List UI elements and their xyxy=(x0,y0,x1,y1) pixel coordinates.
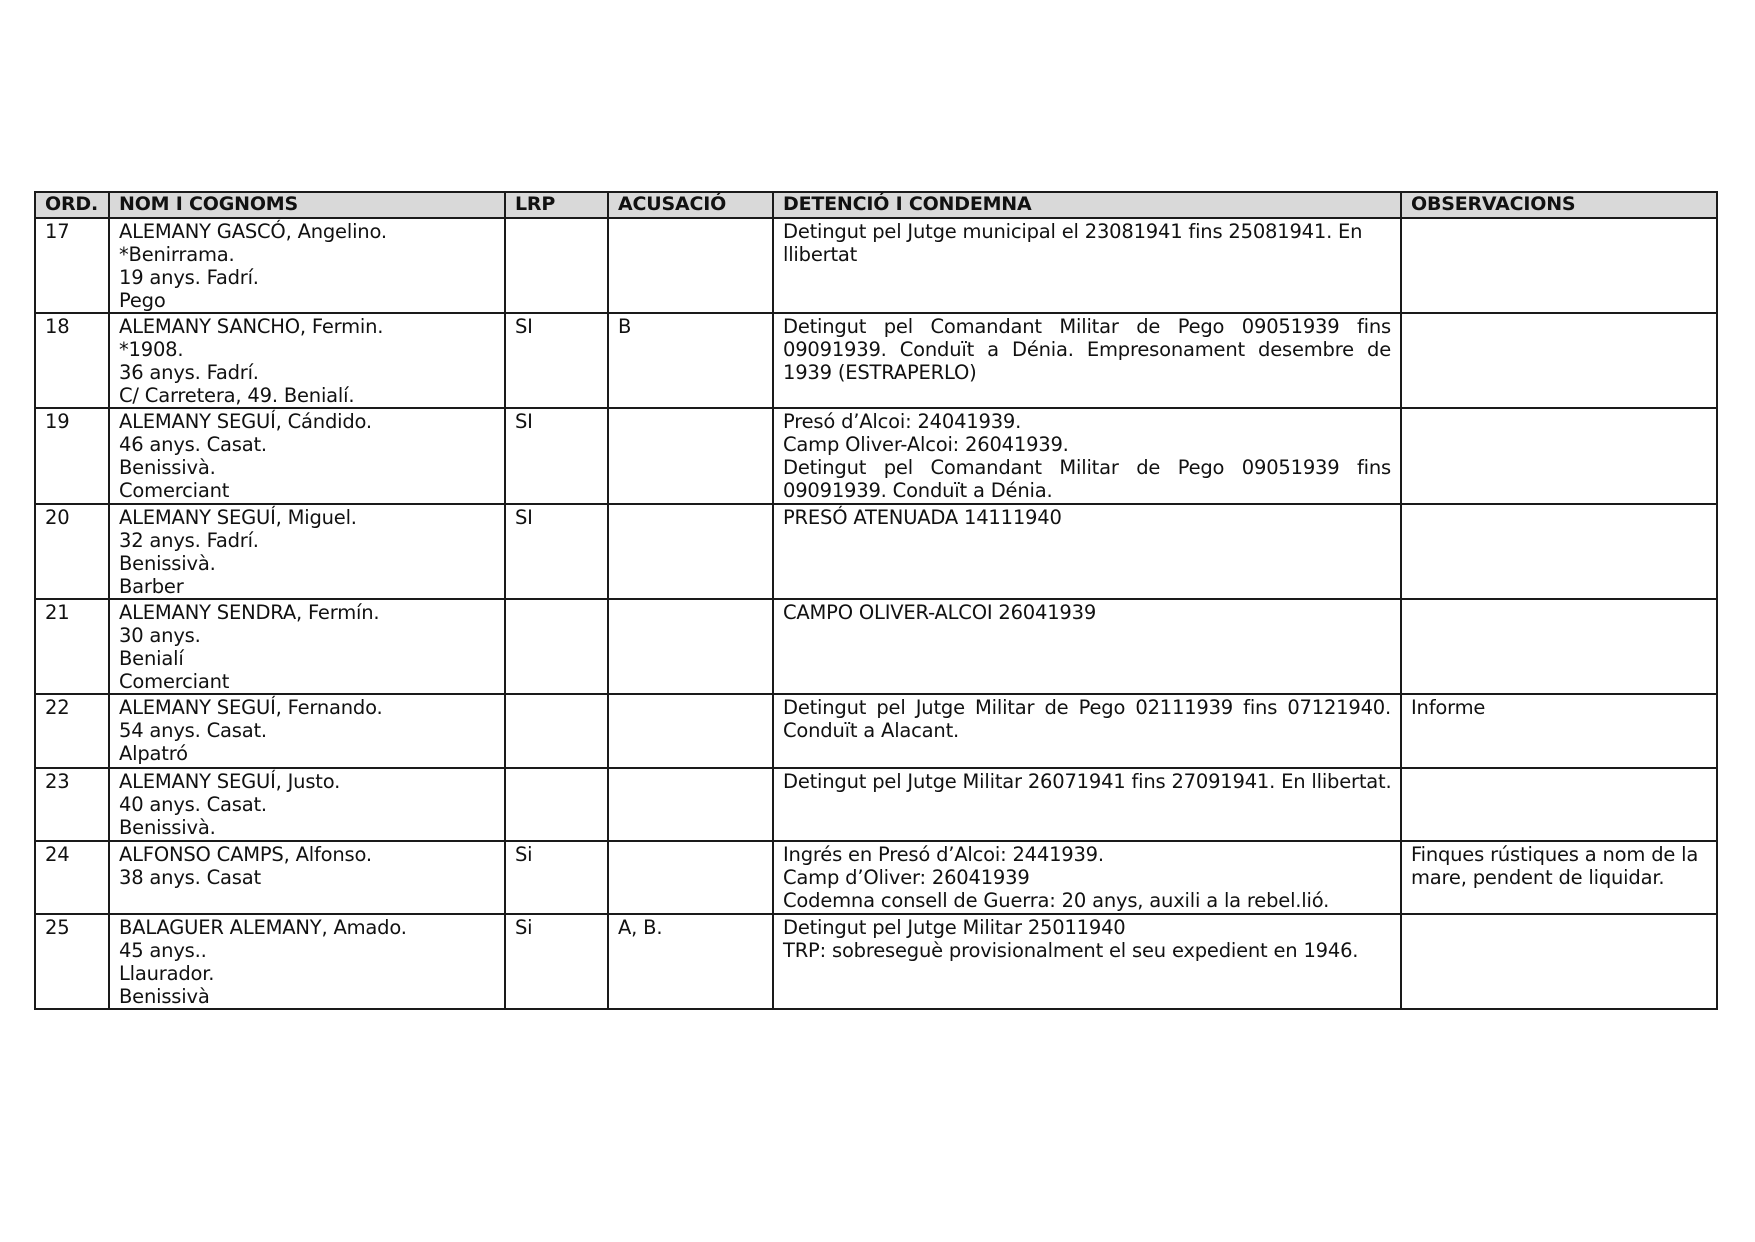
nom-line: 40 anys. Casat. xyxy=(119,793,267,816)
nom-line: ALEMANY SENDRA, Fermín. xyxy=(119,601,380,624)
table-row xyxy=(35,768,1717,841)
cell-detencio xyxy=(773,694,1401,768)
cell-lrp: SI xyxy=(505,408,608,504)
cell-nom xyxy=(109,694,505,768)
detencio-line: Detingut pel Jutge Militar de Pego 02111939 fins 07121940. Conduït a Alacant. xyxy=(783,696,1391,742)
table-row xyxy=(35,694,1717,768)
nom-line: Barber xyxy=(119,575,184,598)
cell-detencio xyxy=(773,841,1401,914)
nom-line: *Benirrama. xyxy=(119,243,235,266)
nom-line: Pego xyxy=(119,289,166,312)
cell-observacions xyxy=(1401,504,1717,599)
cell-nom xyxy=(109,914,505,1009)
header-lrp: LRP xyxy=(505,192,608,218)
nom-line: Alpatró xyxy=(119,742,188,765)
nom-line: ALEMANY SEGUÍ, Miguel. xyxy=(119,506,357,529)
nom-line: ALFONSO CAMPS, Alfonso. xyxy=(119,843,372,866)
cell-lrp xyxy=(505,218,608,313)
cell-lrp: SI xyxy=(505,504,608,599)
nom-line: ALEMANY SEGUÍ, Justo. xyxy=(119,770,341,793)
detencio-line: Codemna consell de Guerra: 20 anys, auxili a la rebel.lió. xyxy=(783,889,1330,912)
cell-acusacio xyxy=(608,694,773,768)
cell-ord: 23 xyxy=(35,768,109,841)
cell-detencio xyxy=(773,313,1401,408)
nom-line: 19 anys. Fadrí. xyxy=(119,266,259,289)
nom-line: 38 anys. Casat xyxy=(119,866,261,889)
nom-line: 36 anys. Fadrí. xyxy=(119,361,259,384)
nom-line: Benissivà. xyxy=(119,816,216,839)
cell-ord: 22 xyxy=(35,694,109,768)
header-row xyxy=(35,192,1717,218)
nom-line: Benissivà. xyxy=(119,456,216,479)
cell-nom xyxy=(109,313,505,408)
cell-ord: 24 xyxy=(35,841,109,914)
detencio-line: Detingut pel Comandant Militar de Pego 09051939 fins 09091939. Conduït a Dénia. xyxy=(783,456,1391,502)
detencio-line: TRP: sobreseguè provisionalment el seu expedient en 1946. xyxy=(783,939,1359,962)
nom-line: Benialí xyxy=(119,647,184,670)
cell-nom xyxy=(109,218,505,313)
cell-observacions xyxy=(1401,218,1717,313)
cell-nom xyxy=(109,504,505,599)
header-detencio: DETENCIÓ I CONDEMNA xyxy=(773,192,1401,218)
nom-line: *1908. xyxy=(119,338,184,361)
table-row xyxy=(35,841,1717,914)
detencio-line: Presó d’Alcoi: 24041939. xyxy=(783,410,1022,433)
nom-line: Comerciant xyxy=(119,670,230,693)
nom-line: 54 anys. Casat. xyxy=(119,719,267,742)
cell-ord: 21 xyxy=(35,599,109,694)
register-table xyxy=(34,191,1718,1010)
nom-line: ALEMANY SANCHO, Fermin. xyxy=(119,315,384,338)
nom-line: Llaurador. xyxy=(119,962,215,985)
cell-detencio xyxy=(773,914,1401,1009)
nom-line: 30 anys. xyxy=(119,624,201,647)
cell-acusacio: A, B. xyxy=(608,914,773,1009)
header-ord: ORD. xyxy=(35,192,109,218)
cell-observacions xyxy=(1401,914,1717,1009)
header-observacions: OBSERVACIONS xyxy=(1401,192,1717,218)
detencio-line: CAMPO OLIVER-ALCOI 26041939 xyxy=(783,601,1097,624)
cell-acusacio xyxy=(608,768,773,841)
cell-observacions xyxy=(1401,313,1717,408)
detencio-line: Detingut pel Jutge municipal el 23081941 fins 25081941. En llibertat xyxy=(783,220,1363,266)
table-row xyxy=(35,914,1717,1009)
cell-ord: 25 xyxy=(35,914,109,1009)
cell-acusacio xyxy=(608,218,773,313)
detencio-line: Detingut pel Jutge Militar 26071941 fins 27091941. En llibertat. xyxy=(783,770,1392,793)
cell-nom xyxy=(109,408,505,504)
cell-detencio xyxy=(773,218,1401,313)
cell-acusacio xyxy=(608,599,773,694)
cell-detencio xyxy=(773,504,1401,599)
cell-detencio xyxy=(773,768,1401,841)
cell-observacions xyxy=(1401,408,1717,504)
cell-detencio xyxy=(773,599,1401,694)
cell-acusacio xyxy=(608,504,773,599)
header-nom: NOM I COGNOMS xyxy=(109,192,505,218)
nom-line: Comerciant xyxy=(119,479,230,502)
cell-observacions xyxy=(1401,841,1717,914)
cell-lrp xyxy=(505,694,608,768)
nom-line: C/ Carretera, 49. Benialí. xyxy=(119,384,355,407)
table-row xyxy=(35,218,1717,313)
cell-ord: 19 xyxy=(35,408,109,504)
table-row xyxy=(35,408,1717,504)
detencio-line: Ingrés en Presó d’Alcoi: 2441939. xyxy=(783,843,1104,866)
detencio-line: PRESÓ ATENUADA 14111940 xyxy=(783,506,1062,529)
cell-lrp: SI xyxy=(505,313,608,408)
nom-line: Benissivà xyxy=(119,985,210,1008)
cell-acusacio xyxy=(608,841,773,914)
table-row xyxy=(35,313,1717,408)
cell-observacions: Informe xyxy=(1401,694,1717,768)
nom-line: BALAGUER ALEMANY, Amado. xyxy=(119,916,407,939)
nom-line: 32 anys. Fadrí. xyxy=(119,529,259,552)
cell-detencio xyxy=(773,408,1401,504)
observacions-text: Finques rústiques a nom de la mare, pendent de liquidar. xyxy=(1411,843,1699,889)
nom-line: 46 anys. Casat. xyxy=(119,433,267,456)
detencio-line: Detingut pel Jutge Militar 25011940 xyxy=(783,916,1126,939)
cell-lrp xyxy=(505,768,608,841)
header-acusacio: ACUSACIÓ xyxy=(608,192,773,218)
cell-observacions xyxy=(1401,768,1717,841)
nom-line: ALEMANY SEGUÍ, Fernando. xyxy=(119,696,383,719)
cell-acusacio: B xyxy=(608,313,773,408)
nom-line: ALEMANY GASCÓ, Angelino. xyxy=(119,220,387,243)
cell-ord: 17 xyxy=(35,218,109,313)
cell-nom xyxy=(109,768,505,841)
table-row xyxy=(35,504,1717,599)
cell-lrp: Si xyxy=(505,914,608,1009)
cell-ord: 20 xyxy=(35,504,109,599)
nom-line: Benissivà. xyxy=(119,552,216,575)
table-row xyxy=(35,599,1717,694)
cell-nom xyxy=(109,599,505,694)
cell-acusacio xyxy=(608,408,773,504)
cell-observacions xyxy=(1401,599,1717,694)
detencio-line: Camp Oliver-Alcoi: 26041939. xyxy=(783,433,1069,456)
detencio-line: Camp d’Oliver: 26041939 xyxy=(783,866,1030,889)
nom-line: 45 anys.. xyxy=(119,939,207,962)
cell-ord: 18 xyxy=(35,313,109,408)
detencio-line: Detingut pel Comandant Militar de Pego 09051939 fins 09091939. Conduït a Dénia. Empresonament desembre de 1939 (ESTRAPERLO) xyxy=(783,315,1391,384)
cell-lrp: Si xyxy=(505,841,608,914)
cell-nom xyxy=(109,841,505,914)
cell-lrp xyxy=(505,599,608,694)
nom-line: ALEMANY SEGUÍ, Cándido. xyxy=(119,410,372,433)
